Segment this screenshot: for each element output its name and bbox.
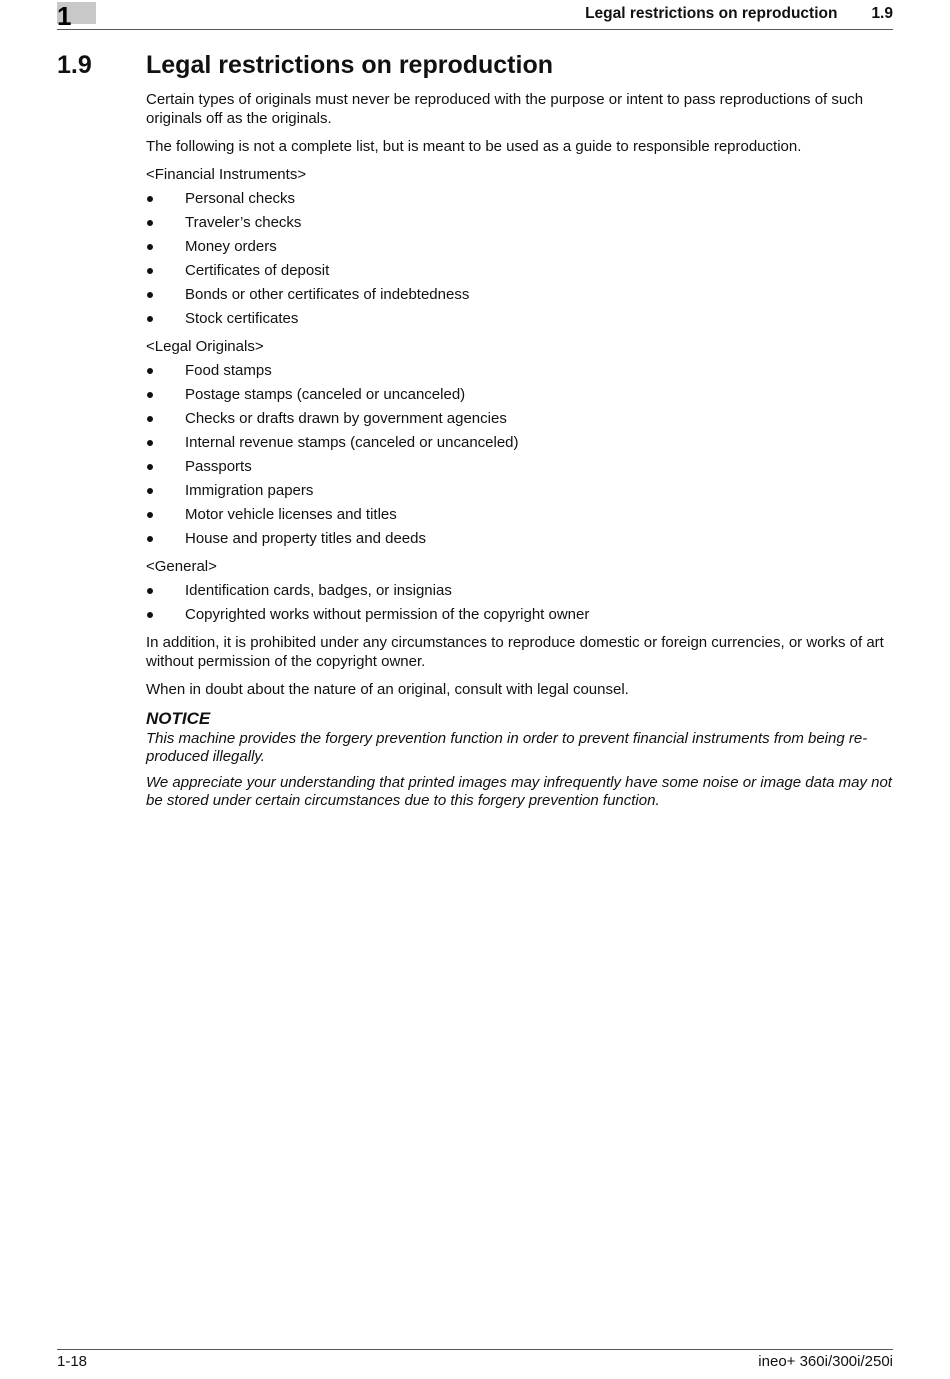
list-item-text: Traveler’s checks [185, 214, 302, 231]
list-item [146, 481, 896, 500]
list-item [146, 237, 896, 256]
section-number: 1.9 [57, 51, 92, 79]
list-item [146, 385, 896, 404]
list-item-text: Identification cards, badges, or insignias [185, 582, 452, 599]
bullet-icon [147, 316, 153, 322]
list-item-text: Stock certificates [185, 310, 299, 327]
list-item [146, 457, 896, 476]
closing-paragraph: When in doubt about the nature of an original, consult with legal counsel. [146, 681, 629, 698]
bullet-icon [147, 368, 153, 374]
list-item-text: Food stamps [185, 362, 272, 379]
bullet-icon [147, 588, 153, 594]
bullet-icon [147, 416, 153, 422]
notice-heading: NOTICE [146, 709, 211, 728]
section-title: Legal restrictions on reproduction [146, 51, 553, 79]
list-item-text: Passports [185, 458, 252, 475]
list-item [146, 213, 896, 232]
list-item [146, 285, 896, 304]
list-item [146, 505, 896, 524]
running-section-number: 1.9 [871, 5, 893, 22]
list-item [146, 529, 896, 548]
list-item [146, 581, 896, 600]
bullet-icon [147, 440, 153, 446]
bullet-icon [147, 244, 153, 250]
notice-paragraph: This machine provides the forgery prevention function in order to prevent financial instruments from being re-produced illegally. [146, 730, 868, 765]
list-item-text: Checks or drafts drawn by government agencies [185, 410, 507, 427]
bullet-icon [147, 464, 153, 470]
closing-paragraph: In addition, it is prohibited under any circumstances to reproduce domestic or foreign currencies, or works of art without permission of the copyright owner. [146, 634, 884, 670]
chapter-number: 1 [57, 1, 72, 31]
list-item [146, 605, 896, 624]
list-item [146, 261, 896, 280]
list-item [146, 309, 896, 328]
list-item [146, 409, 896, 428]
list-item-text: Immigration papers [185, 482, 314, 499]
bullet-list-general [146, 581, 896, 624]
list-item-text: Internal revenue stamps (canceled or uncanceled) [185, 434, 519, 451]
page-number: 1-18 [57, 1353, 88, 1370]
bullet-icon [147, 268, 153, 274]
bullet-icon [147, 220, 153, 226]
running-title: Legal restrictions on reproduction [585, 5, 838, 22]
bullet-icon [147, 292, 153, 298]
model-name: ineo+ 360i/300i/250i [758, 1353, 893, 1370]
list-item-text: Postage stamps (canceled or uncanceled) [185, 386, 466, 403]
group-heading-legal-originals: <Legal Originals> [146, 338, 264, 355]
bullet-icon [147, 488, 153, 494]
list-item-text: Money orders [185, 238, 277, 255]
group-heading-general: <General> [146, 558, 217, 575]
list-item [146, 361, 896, 380]
running-header [585, 4, 893, 24]
list-item [146, 189, 896, 208]
bullet-icon [147, 392, 153, 398]
intro-paragraph: Certain types of originals must never be reproduced with the purpose or intent to pass reproductions of such originals off as the originals. [146, 91, 864, 127]
notice-paragraph: We appreciate your understanding that printed images may infrequently have some noise or image data may not be stored under certain circumstances due to this forgery prevention function. [146, 774, 892, 809]
footer-rule [57, 1349, 893, 1350]
bullet-list-financial-instruments [146, 189, 896, 328]
list-item-text: Copyrighted works without permission of the copyright owner [185, 606, 590, 623]
list-item-text: Personal checks [185, 190, 296, 207]
bullet-icon [147, 536, 153, 542]
list-item-text: Certificates of deposit [185, 262, 330, 279]
list-item-text: Motor vehicle licenses and titles [185, 506, 397, 523]
list-item-text: Bonds or other certificates of indebtedness [185, 286, 470, 303]
list-item-text: House and property titles and deeds [185, 530, 426, 547]
bullet-icon [147, 612, 153, 618]
header-rule [57, 29, 893, 30]
main-content [146, 90, 896, 818]
group-heading-financial-instruments: <Financial Instruments> [146, 166, 307, 183]
bullet-list-legal-originals [146, 361, 896, 548]
bullet-icon [147, 196, 153, 202]
intro-paragraph: The following is not a complete list, but is meant to be used as a guide to responsible reproduction. [146, 138, 802, 155]
list-item [146, 433, 896, 452]
bullet-icon [147, 512, 153, 518]
